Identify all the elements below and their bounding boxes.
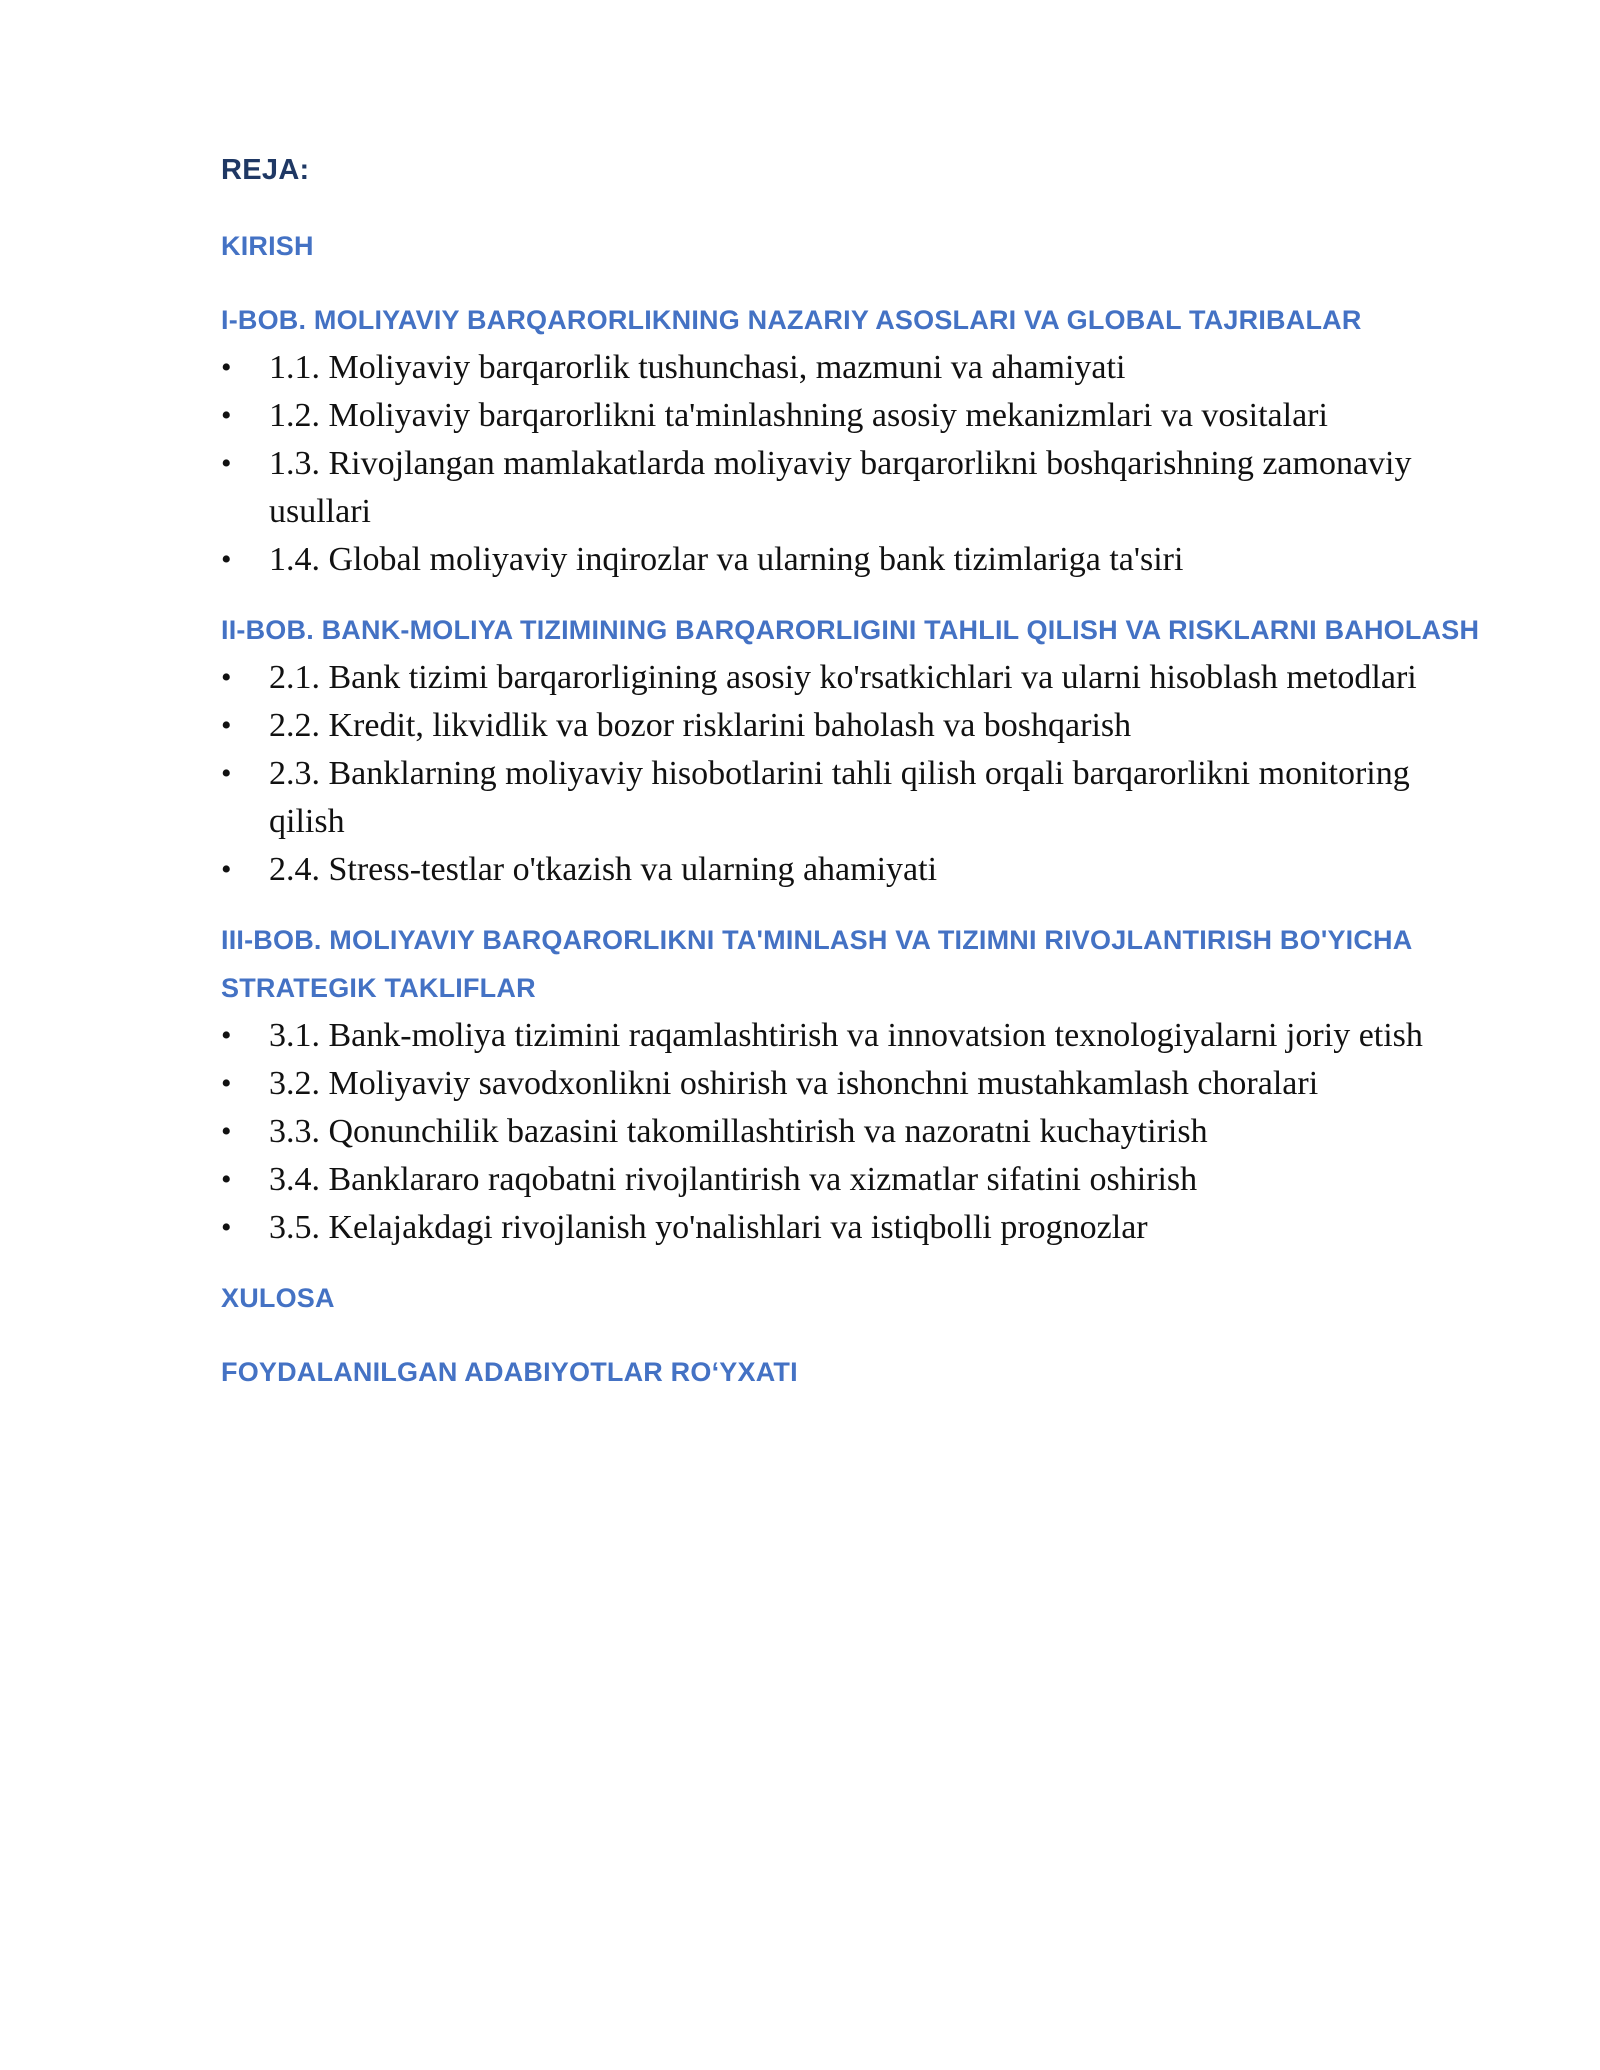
bullet-icon: • — [221, 661, 232, 694]
chapter-1-list — [221, 344, 1491, 584]
list-item-text: 2.3. Banklarning moliyaviy hisobotlarini tahli qilish orqali barqarorlikni monitoring qilish — [269, 755, 1410, 840]
bullet-icon: • — [221, 399, 232, 432]
document-page — [221, 148, 1491, 1396]
list-item-text: 2.2. Kredit, likvidlik va bozor risklarini baholash va boshqarish — [269, 707, 1132, 744]
list-item — [221, 344, 1491, 392]
list-item — [221, 1156, 1491, 1204]
bullet-icon: • — [221, 1019, 232, 1052]
bullet-icon: • — [221, 543, 232, 576]
list-item-text: 1.2. Moliyaviy barqarorlikni ta'minlashning asosiy mekanizmlari va vositalari — [269, 397, 1328, 434]
bullet-icon: • — [221, 757, 232, 790]
list-item — [221, 392, 1491, 440]
bullet-icon: • — [221, 709, 232, 742]
chapter-2-heading: II-BOB. BANK-MOLIYA TIZIMINING BARQARORLIGINI TAHLIL QILISH VA RISKLARNI BAHOLASH — [221, 615, 1480, 645]
bullet-icon: • — [221, 447, 232, 480]
chapter-3 — [221, 916, 1491, 1252]
list-item — [221, 702, 1491, 750]
list-item — [221, 1012, 1491, 1060]
chapter-1-heading: I-BOB. MOLIYAVIY BARQARORLIKNING NAZARIY ASOSLARI VA GLOBAL TAJRIBALAR — [221, 305, 1362, 335]
list-item-text: 1.3. Rivojlangan mamlakatlarda moliyaviy barqarorlikni boshqarishning zamonaviy usullari — [269, 445, 1412, 530]
list-item — [221, 536, 1491, 584]
list-item-text: 3.1. Bank-moliya tizimini raqamlashtirish va innovatsion texnologiyalarni joriy etish — [269, 1017, 1423, 1054]
list-item-text: 1.1. Moliyaviy barqarorlik tushunchasi, mazmuni va ahamiyati — [269, 349, 1126, 386]
chapter-3-heading: III-BOB. MOLIYAVIY BARQARORLIKNI TA'MINLASH VA TIZIMNI RIVOJLANTIRISH BO'YICHA STRATEGIK TAKLIFLAR — [221, 925, 1412, 1003]
list-item-text: 3.4. Banklararo raqobatni rivojlantirish va xizmatlar sifatini oshirish — [269, 1161, 1198, 1198]
list-item-text: 3.3. Qonunchilik bazasini takomillashtirish va nazoratni kuchaytirish — [269, 1113, 1208, 1150]
chapter-2-list — [221, 654, 1491, 894]
intro-heading: KIRISH — [221, 231, 314, 261]
list-item — [221, 654, 1491, 702]
list-item — [221, 440, 1491, 536]
chapter-1 — [221, 296, 1491, 584]
list-item-text: 3.5. Kelajakdagi rivojlanish yo'nalishlari va istiqbolli prognozlar — [269, 1209, 1148, 1246]
list-item-text: 3.2. Moliyaviy savodxonlikni oshirish va ishonchni mustahkamlash choralari — [269, 1065, 1319, 1102]
list-item-text: 1.4. Global moliyaviy inqirozlar va ularning bank tizimlariga ta'siri — [269, 541, 1184, 578]
chapter-3-list — [221, 1012, 1491, 1252]
list-item — [221, 750, 1491, 846]
list-item-text: 2.4. Stress-testlar o'tkazish va ularning ahamiyati — [269, 851, 938, 888]
list-item — [221, 846, 1491, 894]
list-item — [221, 1060, 1491, 1108]
bullet-icon: • — [221, 1163, 232, 1196]
bullet-icon: • — [221, 351, 232, 384]
bullet-icon: • — [221, 1211, 232, 1244]
list-item-text: 2.1. Bank tizimi barqarorligining asosiy ko'rsatkichlari va ularni hisoblash metodlari — [269, 659, 1417, 696]
conclusion-heading: XULOSA — [221, 1283, 335, 1313]
chapter-2 — [221, 606, 1491, 894]
bullet-icon: • — [221, 1115, 232, 1148]
bullet-icon: • — [221, 853, 232, 886]
plan-title: REJA: — [221, 154, 310, 186]
list-item — [221, 1204, 1491, 1252]
bullet-icon: • — [221, 1067, 232, 1100]
references-heading: FOYDALANILGAN ADABIYOTLAR RO‘YXATI — [221, 1357, 798, 1387]
list-item — [221, 1108, 1491, 1156]
